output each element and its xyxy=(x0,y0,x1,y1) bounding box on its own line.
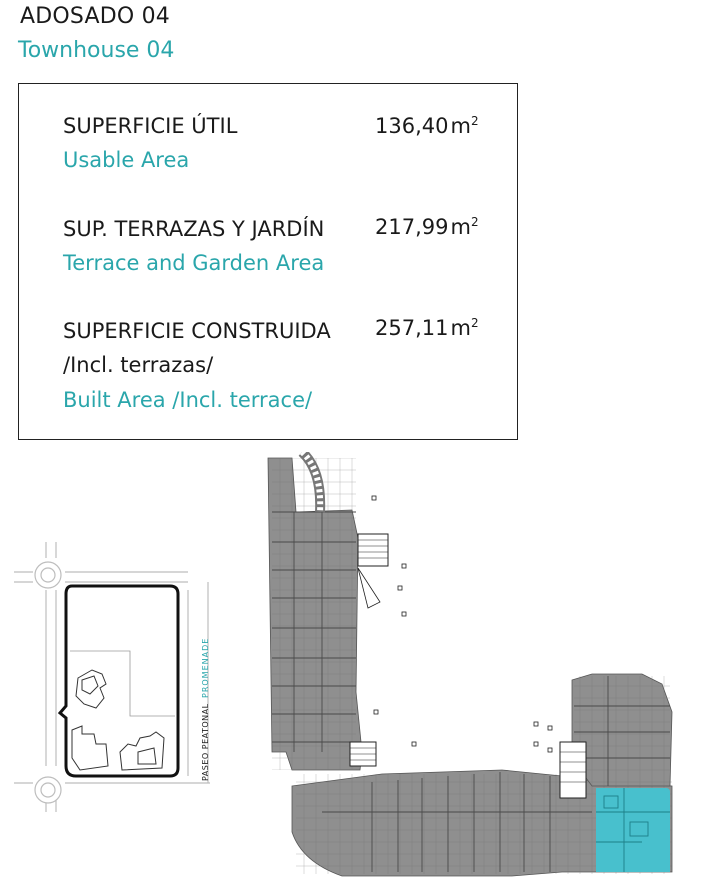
terrace-area-label-es: SUP. TERRAZAS Y JARDÍN xyxy=(63,217,325,241)
site-key-map xyxy=(10,538,235,813)
area-summary-box xyxy=(18,83,518,440)
usable-area-label-en: Usable Area xyxy=(63,148,190,172)
promenade-label: PROMENADE xyxy=(201,637,210,698)
title-es: ADOSADO 04 xyxy=(20,4,170,29)
paseo-peatonal-label: PASEO PEATONAL xyxy=(201,703,210,781)
built-area-label-es-2: /Incl. terrazas/ xyxy=(63,353,214,377)
built-area-value: $257,11m^2$ xyxy=(375,316,479,340)
usable-area-label-es: SUPERFICIE ÚTIL xyxy=(63,114,238,138)
west-wing xyxy=(268,452,388,770)
built-area-label-en: Built Area /Incl. terrace/ xyxy=(63,388,313,412)
terrace-area-label-en: Terrace and Garden Area xyxy=(63,251,325,275)
built-area-label-es: SUPERFICIE CONSTRUIDA xyxy=(63,319,331,343)
townhouse-04-highlight xyxy=(596,788,670,872)
title-en: Townhouse 04 xyxy=(18,38,175,63)
east-wing xyxy=(560,674,672,798)
building-floor-plan xyxy=(262,452,712,884)
usable-area-value: $136,40m^2$ xyxy=(375,114,479,138)
terrace-area-value: $217,99m^2$ xyxy=(375,215,479,239)
